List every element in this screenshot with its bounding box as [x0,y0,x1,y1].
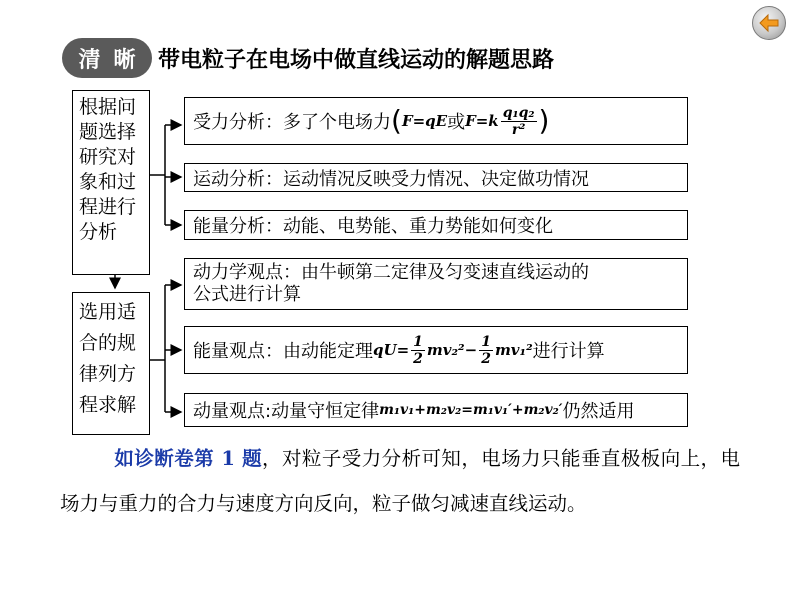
law-step-line: 选用适 [79,301,137,323]
law-step-line: 程求解 [79,394,137,416]
force-or: 或 [447,112,466,133]
half-fraction-2 [479,334,493,367]
coulomb-numerator: q₁q₂ [502,104,535,121]
momentum-formula: m₁v₁+m₂v₂=m₁v₁′+m₂v₂′ [379,402,563,418]
force-analysis-label: 受力分析：多了个电场力 [193,112,391,133]
exam-reference: 如诊断卷第 1 题 [114,447,263,470]
energy-view-box [184,326,688,374]
section-badge [62,38,152,78]
analysis-step-line: 研究对 [79,146,137,168]
momentum-view-box [184,393,688,427]
dynamics-view-box [184,258,688,310]
force-paren-open: ( [391,104,402,137]
badge-char-2: 晰 [113,47,136,73]
law-step-box [72,292,150,435]
energy-view-label: 能量观点：由动能定理 [193,341,373,362]
half-fraction-2-num: 1 [481,333,491,350]
explanation-paragraph [60,436,740,526]
energy-view-lhs: qU= [373,341,410,359]
half-fraction-1-num: 1 [413,333,423,350]
force-formula-1: F=qE [401,112,448,130]
force-paren-close: ) [538,104,550,137]
motion-analysis-box [184,163,688,192]
badge-char-1: 清 [78,47,101,73]
energy-view-term-2: mv₁² [494,341,533,359]
analysis-step-line: 题选择 [79,121,137,143]
energy-analysis-box [184,210,688,240]
coulomb-fraction [501,105,537,138]
analysis-step-line: 根据问 [79,96,137,118]
page-title: 带电粒子在电场中做直线运动的解题思路 [158,48,555,73]
dynamics-view-line-1: 动力学观点：由牛顿第二定律及匀变速直线运动的 [193,262,589,283]
analysis-step-box [72,90,150,275]
law-step-line: 合的规 [79,332,137,354]
force-formula-2: F=k [465,112,499,130]
analysis-step-line: 分析 [79,221,118,243]
coulomb-denominator: r² [511,121,526,138]
back-arrow-icon [757,11,781,35]
half-fraction-1-den: 2 [413,350,423,367]
force-analysis-box [184,97,688,145]
half-fraction-1 [411,334,425,367]
half-fraction-2-den: 2 [481,350,491,367]
energy-view-tail: 进行计算 [532,341,605,362]
energy-analysis-label: 能量分析：动能、电势能、重力势能如何变化 [193,216,553,237]
motion-analysis-label: 运动分析：运动情况反映受力情况、决定做功情况 [193,168,589,190]
dynamics-view-line-2: 公式进行计算 [193,284,301,305]
analysis-step-line: 象和过 [79,171,137,193]
analysis-step-line: 程进行 [79,196,137,218]
momentum-view-label: 动量观点:动量守恒定律 [193,401,380,422]
momentum-view-tail: 仍然适用 [562,401,635,422]
energy-view-term-1: mv₂²− [426,341,478,359]
back-button[interactable] [752,6,786,40]
law-step-line: 律列方 [79,363,137,385]
explanation-text: ，对粒子受力分析可知，电场力只能垂直极板向上，电场力与重力的合力与速度方向反向，粒子做匀减速直线运动。 [60,447,740,515]
